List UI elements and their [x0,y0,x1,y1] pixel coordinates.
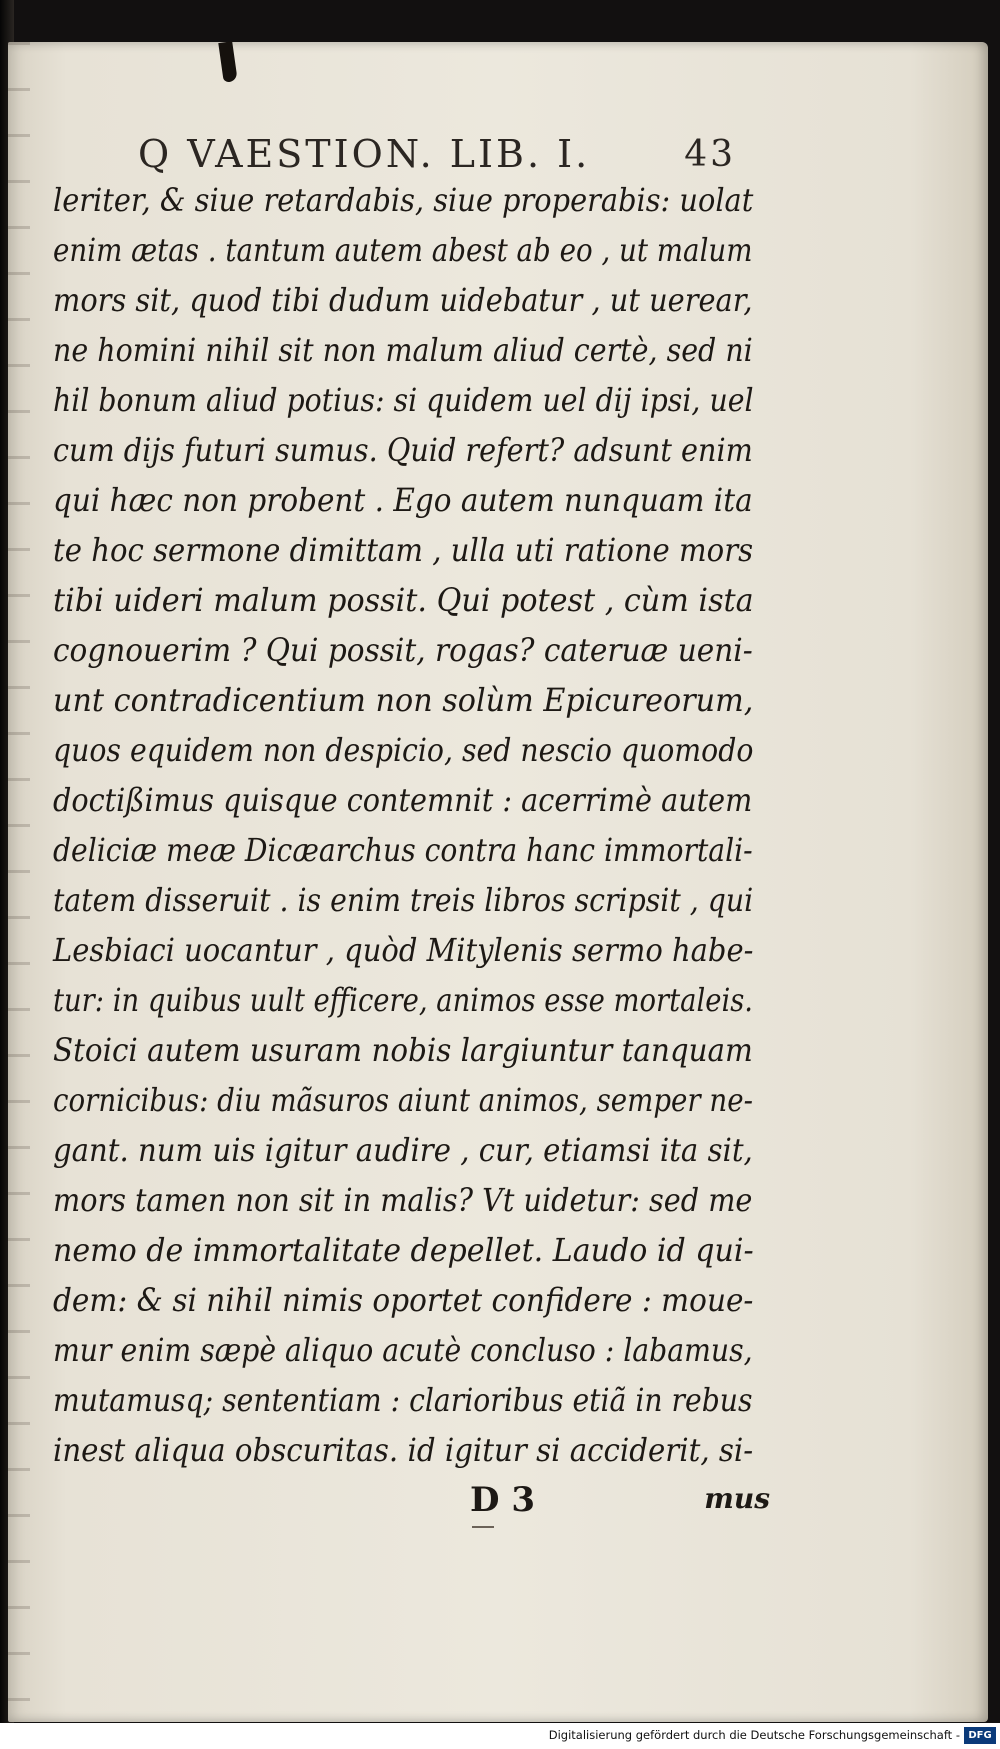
text-block [53,176,753,1476]
dfg-logo: DFG [964,1727,996,1744]
text-line: mors sit, quod tibi dudum uidebatur , ut uerear, [53,283,753,319]
text-line: ne homini nihil sit non malum aliud certè, sed ni [53,333,753,369]
text-line: tur: in quibus uult efficere, animos esse mortaleis. [53,983,754,1019]
catchword: mus [704,1482,770,1515]
signature-mark: D 3 [470,1480,535,1520]
digitization-credit: Digitalisierung gefördert durch die Deutsche Forschungsgemeinschaft - [548,1728,960,1742]
ink-stain [213,42,243,88]
text-line: Stoici autem usuram nobis largiuntur tanquam [53,1033,753,1069]
text-line: tatem disseruit . is enim treis libros scripsit , qui [53,883,754,919]
text-line: hil bonum aliud potius: si quidem uel dij ipsi, uel [53,383,754,419]
text-line: cornicibus: diu mãsuros aiunt animos, semper ne- [53,1083,753,1119]
text-line: qui hæc non probent . Ego autem nunquam ita [53,483,753,519]
text-line: mur enim sæpè aliquo acutè concluso : labamus, [53,1333,753,1369]
running-head: Q VAESTION. LIB. I. [138,132,591,176]
text-line: mors tamen non sit in malis? Vt uidetur: sed me [53,1183,753,1219]
text-line: cognouerim ? Qui possit, rogas? cateruæ ueni- [53,633,753,669]
text-line: te hoc sermone dimittam , ulla uti ratione mors [53,533,754,569]
credit-bar [0,1723,1000,1749]
page-number: 43 [684,134,736,175]
text-line: leriter, & siue retardabis, siue properabis: uolat [53,183,754,219]
text-line: deliciæ meæ Dicæarchus contra hanc immortali- [53,833,753,869]
text-line: nemo de immortalitate depellet. Laudo id qui- [53,1233,754,1269]
text-line: cum dijs futuri sumus. Quid refert? adsunt enim [53,433,753,469]
page-footer [470,1480,770,1540]
text-line: gant. num uis igitur audire , cur, etiamsi ita sit, [53,1133,753,1169]
text-line: unt contradicentium non solùm Epicureorum, [53,683,754,719]
text-line: quos equidem non despicio, sed nescio quomodo [53,733,754,769]
text-line: doctißimus quisque contemnit : acerrimè autem [53,783,753,819]
text-line: inest aliqua obscuritas. id igitur si acciderit, si- [53,1433,754,1469]
text-line: dem: & si nihil nimis oportet confidere : moue- [53,1283,754,1319]
binding-marks [8,42,30,1722]
text-line: tibi uideri malum possit. Qui potest , cùm ista [53,583,754,619]
text-line: enim ætas . tantum autem abest ab eo , ut malum [53,233,753,269]
text-line: Lesbiaci uocantur , quòd Mitylenis sermo habe- [53,933,754,969]
text-line: mutamusq; sententiam : clarioribus etiã in rebus [53,1383,753,1419]
